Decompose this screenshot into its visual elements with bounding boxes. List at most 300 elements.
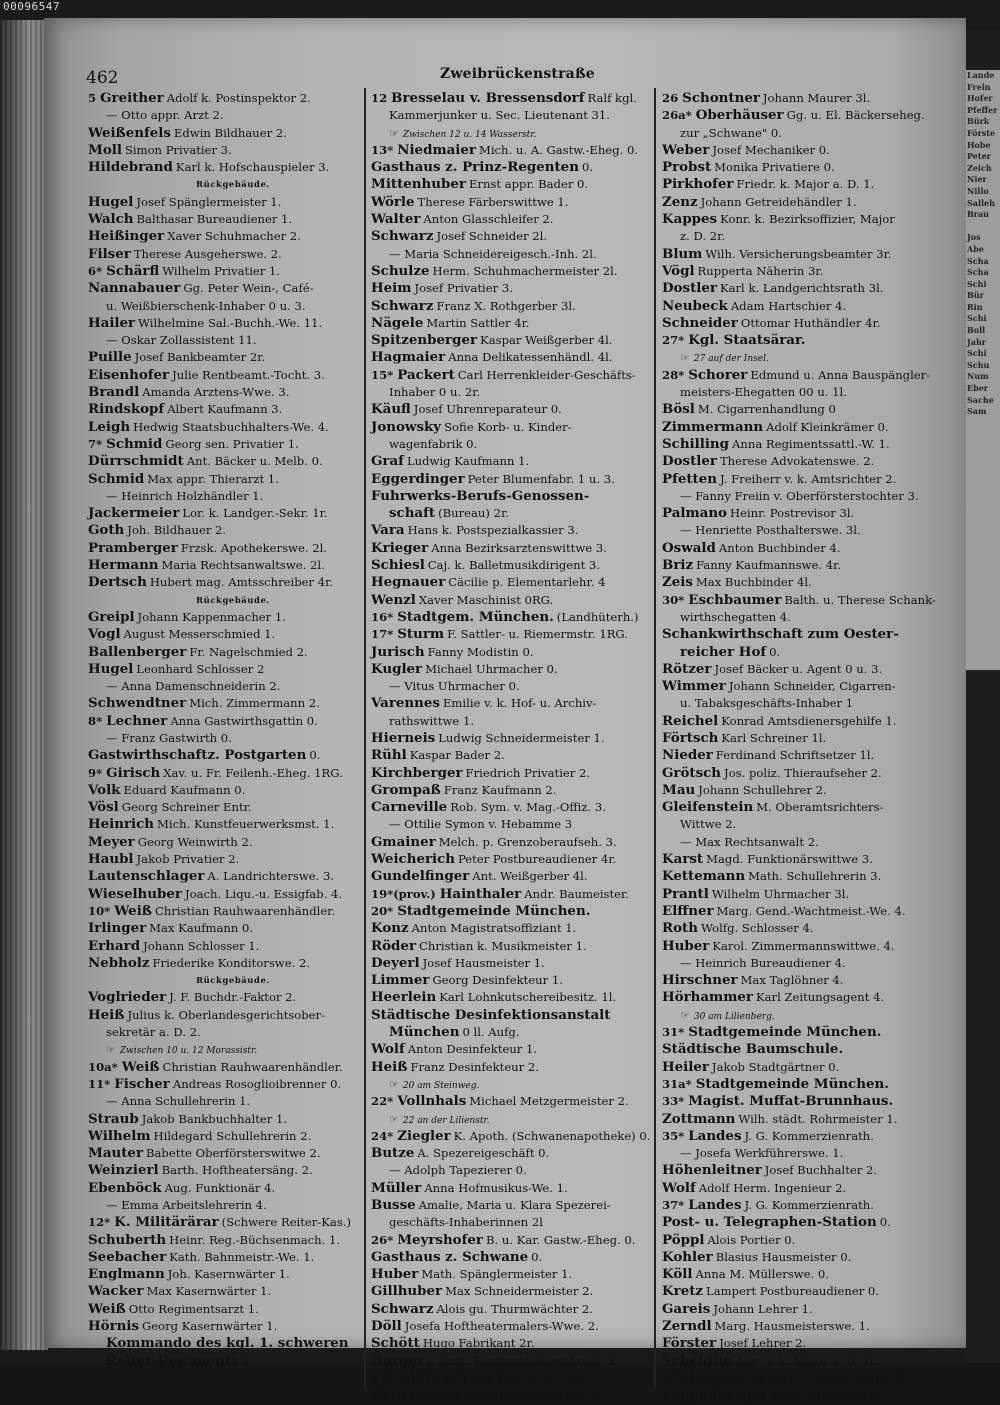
resident-details: Jakob Bankbuchhalter 1. (141, 1111, 288, 1126)
resident-details: Friedrich Privatier 2. (465, 765, 591, 780)
directory-entry (662, 107, 960, 124)
resident-details: Magd. Funktionärswittwe 3. (706, 852, 873, 867)
resident-details: Karl k. Hofschauspieler 3. (175, 160, 330, 175)
resident-details: Mich. Kunstfeuerwerksmst. 1. (157, 817, 335, 832)
resident-details: Sofie Korb- u. Kinder- (444, 419, 572, 434)
house-number: 31* (662, 1025, 689, 1040)
directory-entry (88, 419, 378, 436)
resident-surname: Hildebrand (88, 159, 173, 176)
resident-details: Math. Schullehrerin 3. (748, 869, 882, 884)
facing-page-word: Schu (967, 359, 990, 370)
directory-entry (371, 505, 661, 522)
resident-surname: Schwarz (371, 1300, 434, 1317)
resident-details: Max Taglöhner 4. (740, 973, 844, 988)
resident-surname: Schontner (682, 90, 760, 106)
house-number: 30* (662, 592, 689, 607)
resident-surname: Weiß (121, 1058, 160, 1075)
directory-entry (88, 1162, 378, 1179)
directory-entry (662, 713, 960, 730)
house-number: 5 (88, 91, 101, 105)
directory-entry (371, 1162, 661, 1179)
resident-details: Fanny Kaufmannswe. 4r. (696, 558, 842, 573)
directory-entry (371, 540, 661, 557)
directory-entry (371, 488, 661, 505)
resident-surname: Ziegler (397, 1127, 451, 1144)
resident-details: Inhaber 0 u. 2r. (389, 385, 481, 400)
resident-surname: Fuhrwerks-Berufs-Genossen- (371, 487, 590, 504)
resident-surname: Landes (688, 1127, 742, 1144)
directory-entry (371, 557, 661, 574)
house-number: 17* (371, 627, 398, 642)
resident-details: Anna Gastwirthsgattin 0. (170, 713, 318, 728)
directory-entry (662, 298, 960, 315)
resident-details: Anna M. Müllerswe. 0. (695, 1267, 829, 1282)
resident-details: Ant. Weißgerber 4l. (472, 869, 588, 884)
directory-entry (371, 349, 661, 366)
directory-entry (662, 989, 960, 1006)
resident-surname: Heerlein (371, 989, 437, 1006)
facing-page-word: Hofer (967, 93, 993, 104)
directory-entry (662, 1370, 960, 1387)
resident-details: J. F. Buchdr.-Faktor 2. (169, 990, 297, 1005)
directory-entry (88, 695, 378, 712)
resident-surname: Schankwirthschaft zum Oester- (662, 626, 899, 643)
directory-entry (371, 1318, 661, 1335)
book-spine (0, 20, 48, 1350)
directory-entry (662, 505, 960, 522)
resident-details: 0. (879, 1215, 891, 1230)
resident-surname: Schwendtner (88, 695, 187, 712)
resident-surname: Neubeck (662, 297, 728, 314)
directory-column-1 (88, 90, 378, 1370)
resident-details: Jakob Stadtgärtner 0. (711, 1059, 840, 1074)
directory-entry (662, 1197, 960, 1214)
resident-details: Mich. Zimmermann 2. (189, 696, 320, 711)
cross-street-note (371, 1076, 661, 1093)
directory-entry (371, 471, 661, 488)
facing-page-word: Lande (967, 70, 995, 80)
resident-details: Ernst appr. Bader 0. (468, 177, 589, 192)
directory-entry (88, 1266, 378, 1283)
resident-surname: Weicherich (371, 851, 455, 868)
resident-surname: Eschbaumer (688, 591, 782, 608)
directory-entry (662, 626, 960, 643)
resident-surname: Kappes (662, 211, 718, 228)
directory-entry (662, 540, 960, 557)
resident-details: Max Schneidermeister 2. (445, 1284, 594, 1299)
resident-surname: Schneider (662, 314, 738, 331)
resident-details: Emilie v. k. Hof- u. Archiv- (442, 696, 597, 711)
facing-page-text (966, 70, 1000, 418)
pointing-hand-icon: ☞ (389, 1112, 399, 1126)
resident-surname: Käufl (371, 401, 411, 418)
resident-surname: Hailer (88, 314, 136, 331)
resident-details: Alois Portier 0. (707, 1232, 796, 1247)
resident-surname: Puille (88, 349, 132, 366)
resident-surname: Burger (371, 1352, 425, 1369)
directory-column-2 (371, 90, 661, 1405)
resident-surname: schaft (389, 505, 436, 522)
resident-surname: Vara (371, 522, 405, 539)
resident-surname: Schwarz (371, 228, 434, 245)
directory-entry (88, 886, 378, 903)
resident-surname: Briz (662, 557, 694, 574)
resident-details: August Messerschmied 1. (123, 627, 276, 642)
resident-details: Joh. Bildhauer 2. (127, 523, 227, 538)
resident-details: Xaver Maschinist 0RG. (418, 592, 554, 607)
house-number: 31a* (662, 1076, 696, 1091)
directory-entry (88, 782, 378, 799)
house-number: 27* (662, 333, 689, 348)
resident-surname: Schulze (371, 262, 430, 279)
resident-surname: Weiß (88, 1300, 126, 1317)
resident-details: Anna Delikatessenhändl. 4l. (448, 350, 613, 365)
resident-surname: Heiler (662, 1058, 709, 1075)
resident-surname: Wolf (662, 1179, 696, 1196)
resident-details: Christian Rauhwaarenhändler. (154, 903, 336, 918)
rear-building-heading: Rückgebäude. (196, 179, 270, 190)
resident-surname: Straub (88, 1110, 139, 1127)
directory-entry (88, 488, 378, 505)
directory-entry (88, 159, 378, 176)
directory-entry (88, 574, 378, 591)
directory-entry (88, 1059, 378, 1076)
resident-surname: Varennes (371, 695, 440, 712)
resident-details: — Oskar Zollassistent 11. (106, 333, 257, 348)
resident-details: Georg Kasernwärter 1. (142, 1319, 278, 1334)
resident-surname: Hegnauer (371, 574, 446, 591)
resident-details: Josef Lehrer 2. (719, 1336, 807, 1351)
directory-entry (88, 540, 378, 557)
resident-details: Josef Privatier 3. (414, 281, 513, 296)
resident-surname: Weißenfels (88, 124, 171, 141)
directory-entry (88, 644, 378, 661)
resident-details: Aug. v. k. Major a. D. 2r. (735, 1353, 878, 1368)
resident-surname: Gastwirthschaftz. Postgarten (88, 747, 307, 764)
resident-details: Max Buchbinder 4l. (695, 575, 812, 590)
directory-entry (88, 1145, 378, 1162)
resident-details: — Franz Gastwirth 0. (106, 730, 232, 745)
directory-entry (88, 1232, 378, 1249)
resident-surname: Wieselhuber (88, 885, 182, 902)
resident-details: Otto Regimentsarzt 1. (128, 1301, 259, 1316)
resident-surname: Kirchberger (371, 764, 463, 781)
resident-details: wagenfabrik 0. (389, 436, 478, 451)
resident-details: Peter Postbureaudiener 4r. (458, 852, 617, 867)
facing-page-word: Sam (967, 406, 987, 417)
directory-entry (371, 609, 661, 626)
resident-surname: Girisch (106, 764, 161, 781)
resident-surname: Zerndl (662, 1318, 712, 1335)
directory-entry (371, 1180, 661, 1197)
house-number: 13* (371, 142, 398, 157)
cross-street-note (662, 349, 960, 366)
facing-page-word: Salleh (967, 197, 995, 208)
directory-entry (88, 678, 378, 695)
directory-entry (662, 1041, 960, 1058)
resident-details: Alois gu. Thurmwächter 2. (436, 1301, 593, 1316)
resident-surname: Stadtgemeinde München. (688, 1024, 882, 1041)
directory-entry (662, 868, 960, 885)
resident-surname: Hierneis (371, 729, 436, 746)
resident-surname: Grompaß (371, 781, 441, 798)
resident-surname: Köll (662, 1266, 693, 1283)
resident-details: Hedwig Staatsbuchhalters-We. 4. (133, 419, 329, 434)
resident-details: Adam Hartschier 4. (730, 298, 847, 313)
resident-details: Michael Metzgermeister 2. (469, 1094, 629, 1109)
facing-page-word: Scha (967, 267, 989, 278)
directory-entry (371, 280, 661, 297)
resident-details: Friedr. k. Major a. D. 1. (736, 177, 875, 192)
resident-details: — Vitus Uhrmacher 0. (389, 679, 520, 694)
directory-entry (662, 1024, 960, 1041)
resident-details: 0. (531, 1249, 543, 1264)
directory-entry (88, 799, 378, 816)
resident-details: Hans k. Postspezialkassier 3. (407, 523, 579, 538)
directory-entry (371, 1093, 661, 1110)
directory-entry (371, 1266, 661, 1283)
directory-entry (88, 142, 378, 159)
resident-details: Monika Privatiere 0. (714, 160, 835, 175)
directory-entry (662, 747, 960, 764)
directory-entry (88, 1214, 378, 1231)
resident-surname: Lechner (106, 712, 168, 729)
rear-building-heading: Rückgebäude. (196, 594, 270, 605)
resident-details: Josefa Hoftheatermalers-Wwe. 2. (404, 1319, 599, 1334)
resident-surname: Pappenberger (662, 1387, 768, 1404)
resident-details: Wilhelm Uhrmacher 3l. (711, 886, 850, 901)
resident-details: Therese Färberswittwe 1. (417, 194, 569, 209)
resident-surname: Seebacher (88, 1248, 167, 1265)
resident-surname: Magist. Muffat-Brunnhaus. (688, 1093, 894, 1110)
directory-entry (371, 1214, 661, 1231)
resident-surname: Ebenböck (88, 1179, 162, 1196)
resident-surname: Oberhäuser (695, 107, 784, 124)
resident-surname: Voglrieder (88, 989, 167, 1006)
directory-entry (371, 159, 661, 176)
resident-surname: Wenzl (371, 591, 416, 608)
directory-entry (371, 419, 661, 436)
facing-page-word: Schi (967, 348, 987, 359)
resident-surname: Förtsch (662, 729, 719, 746)
resident-surname: Sturm (397, 626, 445, 643)
resident-surname: Wolf (371, 1041, 405, 1058)
directory-entry (88, 505, 378, 522)
cross-street-note (371, 125, 661, 142)
resident-details: A. Spezereigeschäft 0. (417, 1146, 550, 1161)
resident-surname: Mau (662, 781, 696, 798)
resident-details: — Adolph Tapezierer 0. (389, 1163, 527, 1178)
resident-details: Math. Spänglermeister 1. (421, 1267, 573, 1282)
resident-surname: Kommando des kgl. 1. schweren (106, 1335, 349, 1352)
directory-entry (371, 1232, 661, 1249)
directory-entry (662, 851, 960, 868)
directory-entry (371, 1197, 661, 1214)
resident-surname: Schmid (106, 435, 163, 452)
house-number: 8* (88, 713, 107, 728)
cross-street-text: Zwischen 12 u. 14 Wasserstr. (402, 129, 537, 140)
resident-details: u. Tabaksgeschäfts-Inhaber 1 (680, 696, 854, 711)
resident-surname: Volk (88, 781, 121, 798)
directory-entry (371, 315, 661, 332)
resident-surname: Limmer (371, 972, 430, 989)
directory-entry (88, 851, 378, 868)
resident-surname: Schilling (662, 435, 730, 452)
resident-details: Herm. Schuhmachermeister 2l. (432, 263, 618, 278)
directory-entry (662, 453, 960, 470)
resident-details: — Henriette Posthalterswe. 3l. (680, 523, 861, 538)
resident-details: Franz X. Rothgerber 3l. (436, 298, 576, 313)
resident-details: Karl Schreiner 1l. (721, 730, 827, 745)
facing-page-word: Abe (967, 243, 984, 254)
facing-page-word: Rin (967, 301, 983, 312)
resident-details: Konrad Amtsdienersgehilfe 1. (721, 713, 897, 728)
directory-entry (371, 1059, 661, 1076)
directory-entry (662, 280, 960, 297)
resident-details: Wilhelm Privatier 1. (162, 263, 281, 278)
directory-entry (88, 816, 378, 833)
resident-details: Johann Kappenmacher 1. (137, 609, 286, 624)
directory-entry (662, 471, 960, 488)
directory-entry (88, 211, 378, 228)
directory-entry (371, 1128, 661, 1145)
directory-entry (662, 522, 960, 539)
resident-surname: Bösl (662, 401, 695, 418)
resident-details: Joh. Eisendreher 3. (471, 1370, 585, 1385)
directory-entry (371, 1370, 661, 1387)
resident-details: Adolf Kleinkrämer 0. (766, 419, 889, 434)
resident-details: Wittwe 2. (680, 817, 737, 832)
resident-details: Johann Schlosser 1. (143, 938, 260, 953)
facing-page-word: Nillo (967, 185, 989, 196)
pointing-hand-icon: ☞ (389, 126, 399, 140)
resident-surname: Wilhelm (88, 1127, 151, 1144)
resident-surname: Schwarz (371, 297, 434, 314)
resident-surname: Gillhuber (371, 1283, 443, 1300)
facing-page-word (966, 221, 1000, 233)
directory-entry (662, 765, 960, 782)
resident-surname: Blum (662, 245, 703, 262)
directory-entry (662, 401, 960, 418)
directory-entry (88, 401, 378, 418)
directory-entry (662, 695, 960, 712)
directory-entry (88, 453, 378, 470)
directory-entry (662, 263, 960, 280)
directory-entry (88, 349, 378, 366)
resident-surname: Eggerdinger (371, 470, 465, 487)
resident-details: Kaspar Weißgerber 4l. (480, 333, 613, 348)
resident-details: — Maria Schneidereigesch.-Inh. 2l. (389, 246, 597, 261)
directory-entry (662, 678, 960, 695)
house-number: 7* (88, 436, 107, 451)
directory-entry (662, 90, 960, 107)
directory-entry (662, 1283, 960, 1300)
resident-details: Georg Desinfekteur 1. (432, 973, 563, 988)
resident-details: Anna Bezirksarztenswittwe 3. (431, 540, 607, 555)
directory-entry (371, 246, 661, 263)
resident-surname: Karst (662, 851, 704, 868)
resident-details: Josef Bäcker u. Agent 0 u. 3. (714, 661, 883, 676)
resident-details: Josef Uhrenreparateur 0. (413, 402, 562, 417)
directory-entry (88, 765, 378, 782)
directory-entry (662, 920, 960, 937)
pointing-hand-icon: ☞ (106, 1043, 116, 1057)
cross-street-note (371, 1111, 661, 1128)
house-number: 24* (371, 1128, 398, 1143)
directory-entry (371, 367, 661, 384)
directory-entry (88, 125, 378, 142)
cross-street-text: 22 an der Lilienstr. (402, 1115, 490, 1126)
resident-details: Frzsk. Apothekerswe. 2l. (180, 540, 327, 555)
directory-entry (662, 142, 960, 159)
directory-entry (371, 211, 661, 228)
resident-surname: Weber (662, 141, 710, 158)
resident-surname: Post- u. Telegraphen-Station (662, 1214, 877, 1231)
resident-surname: Pöppl (662, 1231, 705, 1248)
resident-details: Friederike Konditorswe. 2. (152, 955, 311, 970)
resident-surname: Probst (662, 159, 712, 176)
resident-details: Barth. Hoftheatersäng. 2. (161, 1163, 313, 1178)
resident-details: Joach. Liqu.-u. Essigfab. 4. (184, 886, 343, 901)
resident-surname: Carneville (371, 799, 448, 816)
resident-details: — Heinrich Bureaudiener 4. (680, 955, 846, 970)
resident-details: sekretär a. D. 2. (106, 1025, 201, 1040)
resident-details: Josef Buchhalter 2. (764, 1163, 878, 1178)
resident-surname: Gundelfinger (371, 868, 470, 885)
directory-entry (88, 938, 378, 955)
directory-entry (371, 1145, 661, 1162)
resident-details: Amanda Arztens-Wwe. 3. (142, 385, 290, 400)
resident-details: Magdalena Cigarrengeschft.-Inh. 3. (697, 1370, 909, 1385)
page-number: 462 (86, 68, 119, 88)
resident-surname: Kretz (662, 1283, 704, 1300)
directory-entry (371, 194, 661, 211)
resident-details: Hugo Fabrikant 2r. (422, 1336, 535, 1351)
house-number: 10a* (88, 1059, 122, 1074)
resident-details: Josef Schneider 2l. (436, 229, 548, 244)
resident-surname: Brandl (88, 384, 140, 401)
resident-surname: Mauter (88, 1145, 143, 1162)
directory-entry (88, 194, 378, 211)
resident-surname: Pfetten (662, 470, 717, 487)
directory-entry (371, 1249, 661, 1266)
resident-details: J. G. Kommerzienrath. (744, 1198, 874, 1212)
house-number: 28* (662, 367, 689, 382)
resident-surname: Schuberth (88, 1231, 167, 1248)
resident-details: Balthasar Bureaudiener 1. (136, 212, 293, 227)
resident-details: (Schwere Reiter-Kas.) (221, 1215, 351, 1230)
resident-surname: Keller (371, 1387, 417, 1404)
pointing-hand-icon: ☞ (389, 1077, 399, 1091)
resident-details: Caj. k. Balletmusikdirigent 3. (427, 558, 600, 573)
facing-page-word: Brau (967, 209, 989, 220)
resident-details: Amalie, Maria u. Klara Spezerei- (418, 1198, 611, 1212)
resident-details: Karol. Zimmermannswittwe. 4. (712, 938, 895, 953)
house-number: 26* (371, 1232, 398, 1247)
facing-page-word: Frein (967, 81, 991, 92)
resident-details: Jakob Privatier 2. (136, 852, 240, 867)
resident-surname: Steinbrecher (371, 1369, 469, 1386)
resident-details: Fr. Nagelschmied 2. (189, 644, 308, 659)
resident-surname: Schmid (88, 470, 145, 487)
resident-details: Adolf Herm. Ingenieur 2. (698, 1180, 847, 1195)
resident-surname: Nägele (371, 314, 424, 331)
resident-surname: Bresselau v. Bressensdorf (391, 90, 585, 106)
resident-surname: Lautenschlager (88, 868, 205, 885)
directory-entry (371, 816, 661, 833)
directory-entry (662, 1387, 960, 1404)
resident-surname: Zeis (662, 574, 693, 591)
